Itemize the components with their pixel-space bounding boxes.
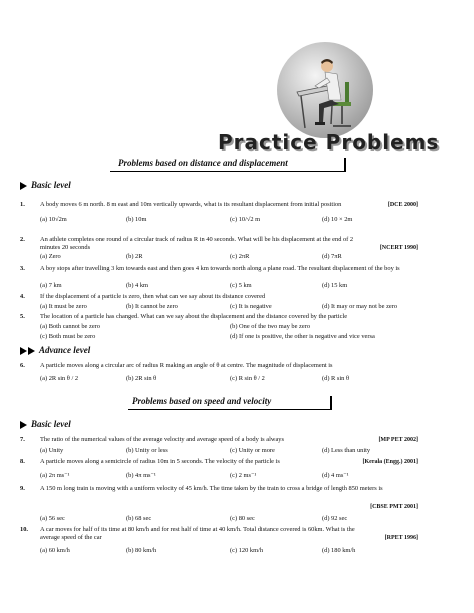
triangle-bullet-icon: [28, 347, 35, 355]
question-text: An athlete completes one round of a circular track of radius R in 40 seconds. What will be his displacement at the end of 2 minutes 20 seconds: [40, 236, 354, 252]
option-a[interactable]: (a) 2π ms⁻¹: [40, 472, 70, 479]
option-c[interactable]: (c) 2 ms⁻¹: [230, 472, 257, 479]
question-text: A particle moves along a circular arc of radius R making an angle of θ at centre. The magnitude of displacement is: [40, 362, 333, 369]
question-source: [CBSE PMT 2001]: [370, 504, 418, 510]
section-header-distance: Problems based on distance and displacement: [118, 158, 288, 168]
question-text: A car moves for half of its time at 80 km/h and for rest half of time at 40 km/h. Total distance covered is 60km. What is the average speed of the car: [40, 526, 355, 542]
option-d[interactable]: (d) It may or may not be zero: [322, 303, 398, 310]
option-b[interactable]: (b) 80 km/h: [126, 547, 157, 554]
option-d[interactable]: (d) 4 ms⁻¹: [322, 472, 349, 479]
option-d[interactable]: (d) R sin θ: [322, 375, 350, 382]
option-a[interactable]: (a) It must be zero: [40, 303, 87, 310]
option-c[interactable]: (c) R sin θ / 2: [230, 375, 265, 382]
option-b[interactable]: (b) 4π ms⁻¹: [126, 472, 156, 479]
question-text: A 150 m long train is moving with a uniform velocity of 45 km/h. The time taken by the train to cross a bridge of length 850 meters is: [40, 485, 383, 492]
question-source: [NCERT 1990]: [379, 245, 418, 251]
level-heading-basic: Basic level: [20, 419, 71, 429]
option-a[interactable]: (a) 10√2m: [40, 216, 67, 223]
illustration: [275, 40, 375, 140]
question-9: 9. A 150 m long train is moving with a uniform velocity of 45 km/h. The time taken by the train to cross a bridge of length 850 meters is [CBSE PMT 2001]: [20, 485, 418, 510]
question-source: [MP PET 2002]: [378, 437, 418, 443]
option-d[interactable]: (d) 10 × 2m: [322, 216, 353, 223]
option-c[interactable]: (c) 80 sec: [230, 515, 255, 522]
option-a[interactable]: (a) 2R sin θ / 2: [40, 375, 79, 382]
level-heading-basic: Basic level: [20, 180, 71, 190]
option-d[interactable]: (d) 7πR: [322, 253, 342, 260]
option-d[interactable]: (d) If one is positive, the other is negative and vice versa: [230, 333, 375, 340]
question-text: If the displacement of a particle is zero, then what can we say about its distance covered: [40, 293, 266, 300]
option-a[interactable]: (a) 7 km: [40, 282, 62, 289]
option-a[interactable]: (a) 60 km/h: [40, 547, 70, 554]
option-b[interactable]: (b) 10m: [126, 216, 147, 223]
question-text: A body moves 6 m north. 8 m east and 10m vertically upwards, what is its resultant displacement from initial position: [40, 201, 342, 208]
option-c[interactable]: (c) 120 km/h: [230, 547, 264, 554]
page-title: Practice Problems: [218, 130, 440, 154]
option-b[interactable]: (b) Unity or less: [126, 447, 168, 454]
option-b[interactable]: (b) It cannot be zero: [126, 303, 178, 310]
option-c[interactable]: (c) 10/√2 m: [230, 216, 261, 223]
question-text: A particle moves along a semicircle of radius 10m in 5 seconds. The velocity of the particle is: [40, 458, 280, 465]
option-b[interactable]: (b) 4 km: [126, 282, 149, 289]
option-b[interactable]: (b) 2R: [126, 253, 143, 260]
question-text: The ratio of the numerical values of the average velocity and average speed of a body is always: [40, 436, 284, 443]
option-d[interactable]: (d) 180 km/h: [322, 547, 356, 554]
option-c[interactable]: (c) Unity or more: [230, 447, 275, 454]
question-text: A boy stops after travelling 3 km towards east and then goes 4 km towards north along a plane road. The resultant displacement of the boy is: [40, 265, 400, 272]
question-source: [Kerala (Engg.) 2001]: [362, 459, 418, 465]
option-d[interactable]: (d) 15 km: [322, 282, 348, 289]
option-b[interactable]: (b) One of the two may be zero: [230, 323, 311, 330]
option-c[interactable]: (c) Both must be zero: [40, 333, 96, 340]
question-source: [RPET 1996]: [384, 535, 418, 541]
option-a[interactable]: (a) Both cannot be zero: [40, 323, 100, 330]
question-2: 2. An athlete completes one round of a circular track of radius R in 40 seconds. What will be his displacement at the end of 2 minutes 20 seconds [NCERT 1990]: [20, 236, 418, 252]
question-text: The location of a particle has changed. What can we say about the displacement and the distance covered by the particle: [40, 313, 348, 320]
option-d[interactable]: (d) Less than unity: [322, 447, 371, 454]
option-c[interactable]: (c) 5 km: [230, 282, 252, 289]
option-d[interactable]: (d) 92 sec: [322, 515, 348, 522]
level-heading-advance: Advance level: [20, 345, 90, 355]
question-10: 10. A car moves for half of its time at 80 km/h and for rest half of time at 40 km/h. Total distance covered is 60km. What is the average speed of the car [RPET 1996]: [20, 526, 418, 542]
option-a[interactable]: (a) Zero: [40, 253, 61, 260]
option-a[interactable]: (a) 56 sec: [40, 515, 65, 522]
option-c[interactable]: (c) It is negative: [230, 303, 272, 310]
option-c[interactable]: (c) 2πR: [230, 253, 250, 260]
option-a[interactable]: (a) Unity: [40, 447, 64, 454]
triangle-bullet-icon: [20, 182, 27, 190]
option-b[interactable]: (b) 2R sin θ: [126, 375, 157, 382]
question-source: [DCE 2000]: [387, 202, 418, 208]
section-header-speed: Problems based on speed and velocity: [132, 396, 272, 406]
option-b[interactable]: (b) 68 sec: [126, 515, 152, 522]
triangle-bullet-icon: [20, 347, 27, 355]
person-at-desk-icon: [275, 40, 375, 140]
triangle-bullet-icon: [20, 421, 27, 429]
